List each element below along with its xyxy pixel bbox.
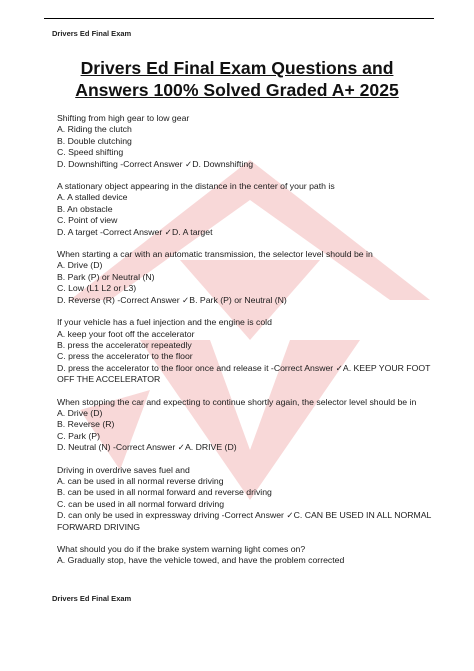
answer-option: A. A stalled device	[57, 192, 128, 203]
questions-list	[57, 113, 437, 578]
answer-option: A. keep your foot off the accelerator	[57, 328, 195, 339]
answer-option: C. Speed shifting	[57, 147, 124, 158]
answer-option: B. press the accelerator repeatedly	[57, 339, 192, 350]
correct-answer-line: D. can only be used in expressway driving -Correct Answer ✓C. CAN BE USED IN ALL NORMAL FORWARD DRIVING	[57, 510, 432, 532]
question-block	[57, 113, 437, 170]
answer-option: B. Reverse (R)	[57, 419, 115, 430]
question-block	[57, 544, 437, 567]
answer-option: B. can be used in all normal forward and reverse driving	[57, 487, 272, 498]
question-text: Driving in overdrive saves fuel and	[57, 464, 190, 475]
answer-option: A. can be used in all normal reverse driving	[57, 475, 224, 486]
question-text: If your vehicle has a fuel injection and the engine is cold	[57, 317, 272, 328]
answer-option: A. Riding the clutch	[57, 124, 132, 135]
question-block	[57, 249, 437, 306]
answer-option: C. Point of view	[57, 215, 118, 226]
answer-option: C. Park (P)	[57, 430, 100, 441]
question-text: What should you do if the brake system warning light comes on?	[57, 544, 306, 554]
answer-option: C. can be used in all normal forward driving	[57, 498, 225, 509]
answer-option: C. Low (L1 L2 or L3)	[57, 283, 137, 294]
answer-option: A. Gradually stop, have the vehicle towed, and have the problem corrected	[57, 555, 345, 566]
answer-option: C. press the accelerator to the floor	[57, 351, 193, 362]
document-title: Drivers Ed Final Exam Questions and Answers 100% Solved Graded A+ 2025	[75, 58, 399, 100]
question-block	[57, 317, 437, 385]
correct-answer-line: D. press the accelerator to the floor once and release it -Correct Answer ✓A. KEEP YOUR FOOT OFF THE ACCELERATOR	[57, 362, 431, 385]
answer-option: B. Double clutching	[57, 135, 132, 146]
answer-option: B. Park (P) or Neutral (N)	[57, 271, 155, 282]
correct-answer-line: D. Neutral (N) -Correct Answer ✓A. DRIVE (D)	[57, 442, 237, 453]
running-header: Drivers Ed Final Exam	[52, 29, 132, 38]
running-footer: Drivers Ed Final Exam	[52, 594, 132, 603]
answer-option: A. Drive (D)	[57, 260, 103, 271]
question-text: A stationary object appearing in the distance in the center of your path is	[57, 181, 335, 192]
answer-option: A. Drive (D)	[57, 407, 103, 418]
correct-answer-line: D. Reverse (R) -Correct Answer ✓B. Park (P) or Neutral (N)	[57, 294, 287, 305]
question-text: When stopping the car and expecting to continue shortly again, the selector level should be in	[57, 396, 417, 407]
answer-option: B. An obstacle	[57, 203, 113, 214]
correct-answer-line: D. A target -Correct Answer ✓D. A target	[57, 226, 213, 237]
header-rule	[44, 18, 434, 19]
question-text: Shifting from high gear to low gear	[57, 113, 190, 123]
question-block	[57, 397, 437, 454]
question-block	[57, 465, 437, 533]
question-text: When starting a car with an automatic transmission, the selector level should be in	[57, 249, 373, 260]
question-block	[57, 181, 437, 238]
correct-answer-line: D. Downshifting -Correct Answer ✓D. Downshifting	[57, 158, 254, 169]
